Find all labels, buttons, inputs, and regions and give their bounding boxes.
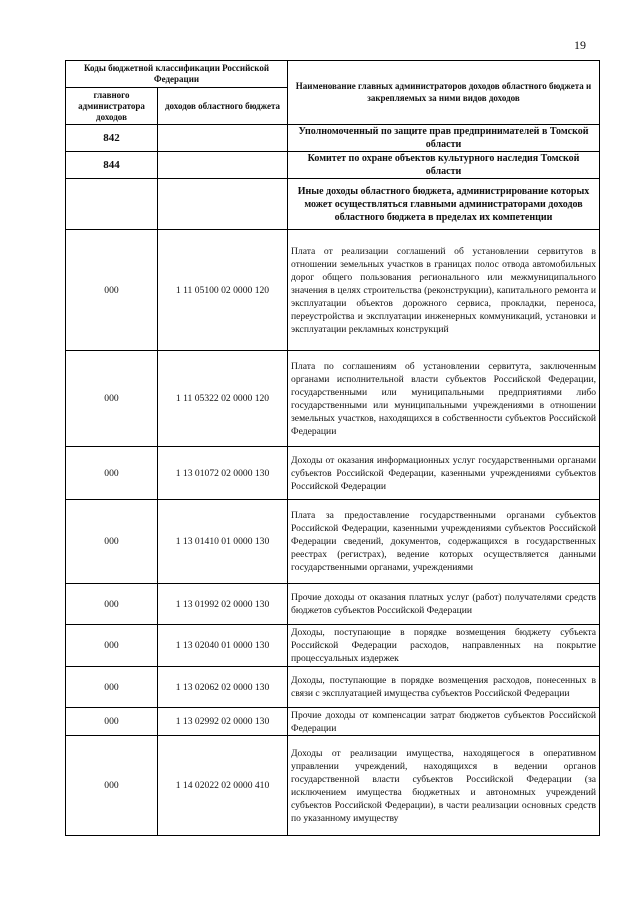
table-row (66, 736, 600, 836)
description-cell: Прочие доходы от оказания платных услуг (работ) получателями средств бюджетов субъектов Российской Федерации (288, 584, 600, 625)
table-row (66, 152, 600, 179)
income-code-cell: 1 13 02062 02 0000 130 (158, 667, 288, 708)
table-row (66, 625, 600, 667)
description-cell: Доходы, поступающие в порядке возмещения расходов, понесенных в связи с эксплуатацией имущества субъектов Российской Федерации (288, 667, 600, 708)
admin-code-cell (66, 179, 158, 230)
header-income-column: доходов областного бюджета (158, 88, 288, 125)
income-code-cell (158, 179, 288, 230)
table-row (66, 500, 600, 584)
admin-code-cell: 000 (66, 667, 158, 708)
header-codes-group: Коды бюджетной классификации Российской Федерации (66, 61, 288, 88)
description-cell: Доходы от реализации имущества, находящегося в оперативном управлении учреждений, находящихся в ведении органов государственной власти субъектов Российской Федерации (за исключением имущества бюджетных и автономных учреждений субъектов Российской Федерации), в части реализации основных средств по указанному имуществу (288, 736, 600, 836)
income-code-cell: 1 11 05322 02 0000 120 (158, 351, 288, 447)
header-admin-column: главного администратора доходов (66, 88, 158, 125)
income-code-cell: 1 13 02992 02 0000 130 (158, 708, 288, 736)
description-cell: Плата за предоставление государственными органами субъектов Российской Федерации, казенными учреждениями субъектов Российской Федерации сведений, документов, содержащихся в государственных реестрах (регистрах), ведение которых осуществляется данными государственными органами, учреждениями (288, 500, 600, 584)
table-row (66, 179, 600, 230)
admin-code-cell: 844 (66, 152, 158, 179)
description-cell: Уполномоченный по защите прав предпринимателей в Томской области (288, 125, 600, 152)
income-code-cell: 1 14 02022 02 0000 410 (158, 736, 288, 836)
income-code-cell: 1 13 02040 01 0000 130 (158, 625, 288, 667)
description-cell: Комитет по охране объектов культурного наследия Томской области (288, 152, 600, 179)
table-row (66, 230, 600, 351)
income-code-cell: 1 13 01410 01 0000 130 (158, 500, 288, 584)
income-code-cell (158, 152, 288, 179)
budget-classification-table (65, 60, 600, 836)
table-row (66, 125, 600, 152)
description-cell: Плата по соглашениям об установлении сервитута, заключенным органами исполнительной власти субъектов Российской Федерации, государственными или муниципальными предприятиями либо государственными или муниципальными учреждениями в отношении земельных участков, находящихся в собственности субъектов Российской Федерации (288, 351, 600, 447)
admin-code-cell: 000 (66, 584, 158, 625)
income-code-cell (158, 125, 288, 152)
description-cell: Доходы, поступающие в порядке возмещения бюджету субъекта Российской Федерации расходов, направленных на покрытие процессуальных издержек (288, 625, 600, 667)
admin-code-cell: 000 (66, 736, 158, 836)
table-row (66, 667, 600, 708)
table-row (66, 584, 600, 625)
description-cell: Плата от реализации соглашений об установлении сервитутов в отношении земельных участков в границах полос отвода автомобильных дорог общего пользования регионального или межмуниципального значения в целях строительства (реконструкции), капитального ремонта и эксплуатации объектов дорожного сервиса, прокладки, переноса, переустройства и эксплуатации инженерных коммуникаций, установки и эксплуатации рекламных конструкций (288, 230, 600, 351)
admin-code-cell: 000 (66, 351, 158, 447)
admin-code-cell: 000 (66, 447, 158, 500)
description-cell: Иные доходы областного бюджета, администрирование которых может осуществляться главными администраторами доходов областного бюджета в пределах их компетенции (288, 179, 600, 230)
income-code-cell: 1 13 01072 02 0000 130 (158, 447, 288, 500)
header-name-column: Наименование главных администраторов доходов областного бюджета и закрепляемых за ними видов доходов (288, 61, 600, 125)
table-row (66, 708, 600, 736)
admin-code-cell: 000 (66, 625, 158, 667)
admin-code-cell: 000 (66, 230, 158, 351)
description-cell: Прочие доходы от компенсации затрат бюджетов субъектов Российской Федерации (288, 708, 600, 736)
table-row (66, 447, 600, 500)
page-number: 19 (574, 38, 586, 52)
admin-code-cell: 000 (66, 500, 158, 584)
income-code-cell: 1 13 01992 02 0000 130 (158, 584, 288, 625)
table-row (66, 351, 600, 447)
admin-code-cell: 842 (66, 125, 158, 152)
description-cell: Доходы от оказания информационных услуг государственными органами субъектов Российской Федерации, казенными учреждениями субъектов Российской Федерации (288, 447, 600, 500)
admin-code-cell: 000 (66, 708, 158, 736)
income-code-cell: 1 11 05100 02 0000 120 (158, 230, 288, 351)
